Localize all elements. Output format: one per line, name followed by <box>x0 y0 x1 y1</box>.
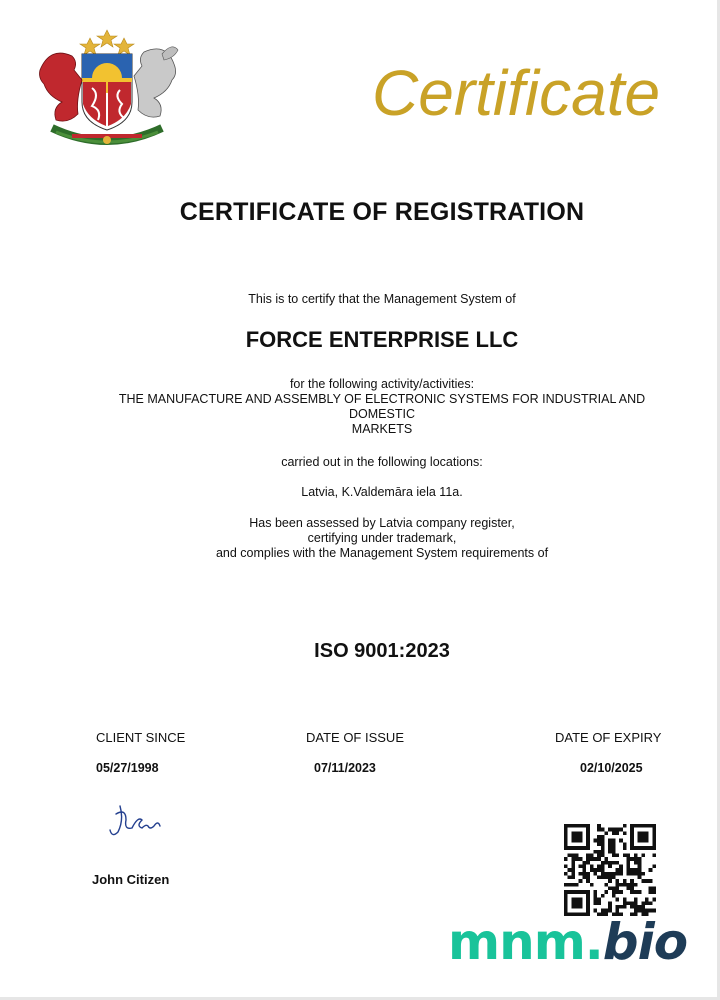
date-of-expiry-value: 02/10/2025 <box>580 761 643 775</box>
activity-line: DOMESTIC <box>349 407 415 421</box>
signer-name: John Citizen <box>92 872 170 887</box>
date-of-issue-label: DATE OF ISSUE <box>306 730 404 745</box>
certificate-title: CERTIFICATE OF REGISTRATION <box>179 198 585 226</box>
client-since-label: CLIENT SINCE <box>96 730 186 745</box>
coat-of-arms-icon <box>32 24 182 148</box>
iso-standard: ISO 9001:2023 <box>314 640 450 662</box>
company-name: FORCE ENTERPRISE LLC <box>245 327 519 352</box>
locations-intro: carried out in the following locations: <box>281 455 483 469</box>
location-address: Latvia, K.Valdemāra iela 11a. <box>301 485 463 499</box>
assessment-line: and complies with the Management System requirements of <box>215 546 549 560</box>
qr-code-icon <box>564 824 656 916</box>
watermark-part1: mnm. <box>448 913 603 971</box>
watermark-part2: bio <box>602 913 688 971</box>
signature-icon <box>104 800 168 844</box>
client-since-value: 05/27/1998 <box>96 761 159 775</box>
date-of-expiry-label: DATE OF EXPIRY <box>555 730 662 745</box>
activity-intro: for the following activity/activities: <box>289 377 475 391</box>
activity-description <box>82 392 682 437</box>
activity-line: THE MANUFACTURE AND ASSEMBLY OF ELECTRONIC SYSTEMS FOR INDUSTRIAL AND <box>118 392 646 406</box>
date-of-issue-value: 07/11/2023 <box>314 761 376 775</box>
assessment-line: Has been assessed by Latvia company register, <box>249 516 515 530</box>
certificate-heading-word: Certificate <box>372 57 661 129</box>
watermark <box>448 912 687 972</box>
activity-line: MARKETS <box>351 422 413 436</box>
intro-text: This is to certify that the Management System of <box>248 292 516 306</box>
assessment-line: certifying under trademark, <box>307 531 457 545</box>
assessment-statement <box>0 516 720 561</box>
